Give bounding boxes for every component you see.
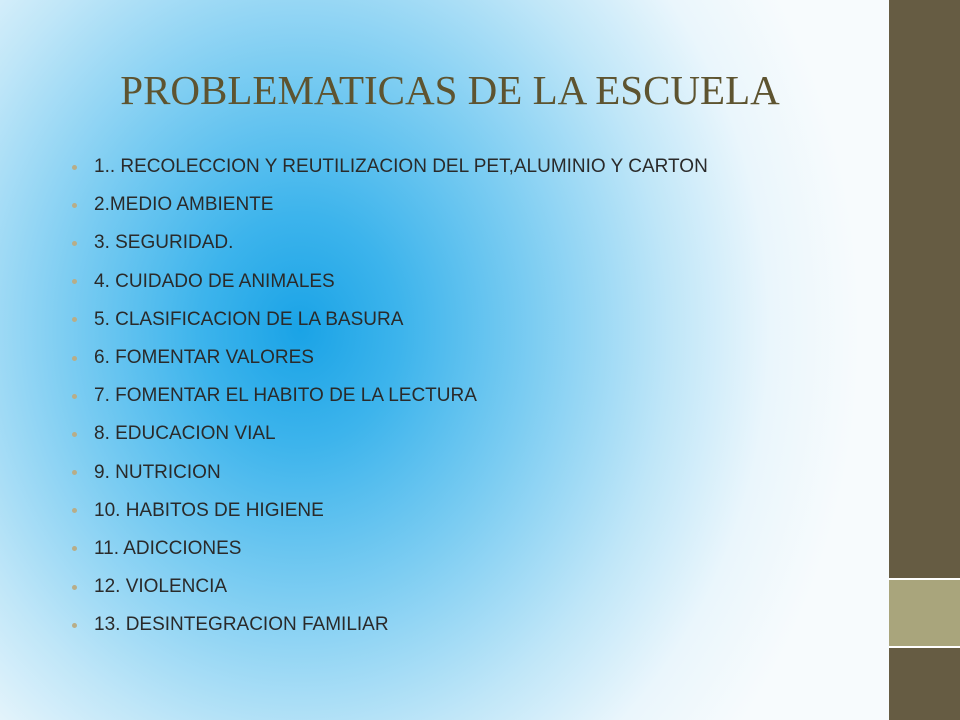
list-item	[72, 148, 708, 186]
list-item	[72, 606, 708, 644]
bullet-icon	[72, 203, 77, 208]
bullet-icon	[72, 470, 77, 475]
sidebar-accent-band	[889, 578, 960, 648]
list-item-text: 13. DESINTEGRACION FAMILIAR	[94, 614, 389, 636]
bullet-icon	[72, 623, 77, 628]
list-item-text: 10. HABITOS DE HIGIENE	[94, 499, 324, 521]
slide-title: PROBLEMATICAS DE LA ESCUELA	[120, 67, 780, 113]
list-item-text: 8. EDUCACION VIAL	[94, 423, 276, 445]
list-item-text: 4. CUIDADO DE ANIMALES	[94, 270, 335, 292]
list-item	[72, 339, 708, 377]
list-item	[72, 568, 708, 606]
bullet-icon	[72, 432, 77, 437]
bullet-icon	[72, 317, 77, 322]
bullet-icon	[72, 585, 77, 590]
list-item	[72, 263, 708, 301]
bullet-icon	[72, 356, 77, 361]
list-item-text: 11. ADICCIONES	[94, 537, 242, 559]
bullet-icon	[72, 279, 77, 284]
bullet-icon	[72, 546, 77, 551]
list-item-text: 1.. RECOLECCION Y REUTILIZACION DEL PET,ALUMINIO Y CARTON	[94, 156, 708, 178]
list-item	[72, 492, 708, 530]
list-item	[72, 224, 708, 262]
list-item	[72, 377, 708, 415]
bullet-list	[72, 148, 708, 644]
bullet-icon	[72, 508, 77, 513]
list-item	[72, 301, 708, 339]
list-item-text: 2.MEDIO AMBIENTE	[94, 194, 274, 216]
list-item-text: 3. SEGURIDAD.	[94, 232, 234, 254]
list-item-text: 7. FOMENTAR EL HABITO DE LA LECTURA	[94, 385, 477, 407]
list-item	[72, 454, 708, 492]
bullet-icon	[72, 165, 77, 170]
list-item	[72, 415, 708, 453]
list-item-text: 12. VIOLENCIA	[94, 576, 228, 598]
list-item	[72, 530, 708, 568]
bullet-icon	[72, 241, 77, 246]
list-item	[72, 186, 708, 224]
bullet-icon	[72, 394, 77, 399]
list-item-text: 9. NUTRICION	[94, 461, 221, 483]
list-item-text: 6. FOMENTAR VALORES	[94, 347, 314, 369]
list-item-text: 5. CLASIFICACION DE LA BASURA	[94, 308, 404, 330]
